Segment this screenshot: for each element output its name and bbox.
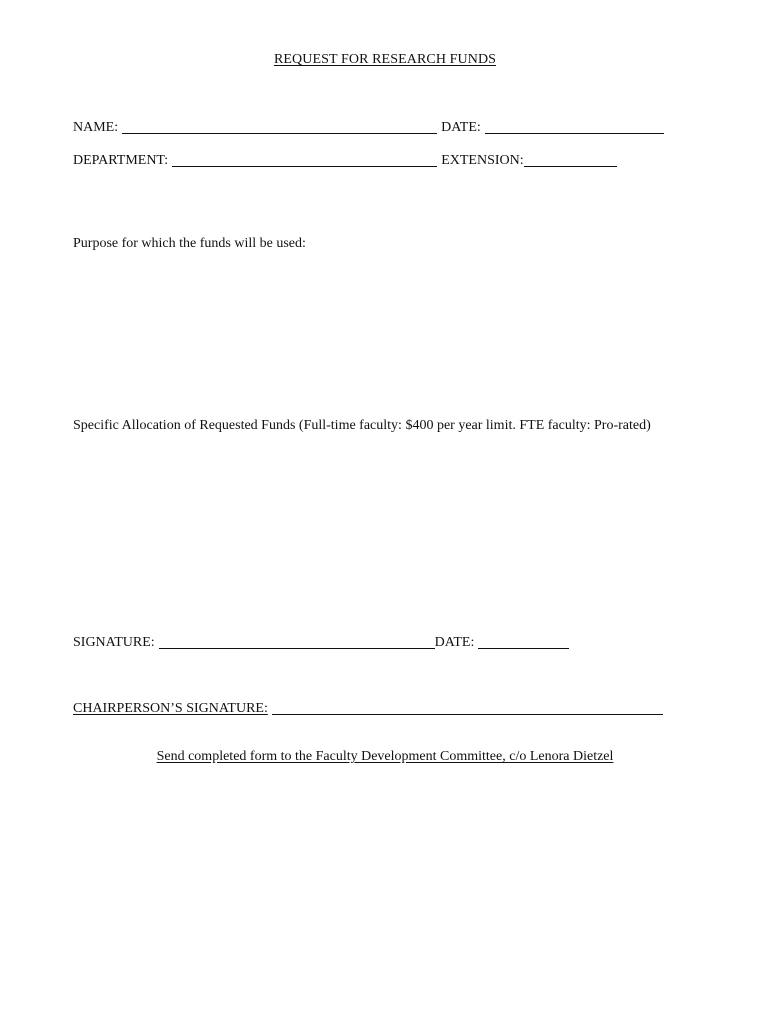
signature-date-field[interactable] — [478, 648, 569, 649]
chair-signature-field[interactable] — [272, 714, 663, 715]
allocation-area[interactable] — [73, 440, 673, 620]
extension-field[interactable] — [524, 166, 617, 167]
signature-label: SIGNATURE: — [73, 635, 155, 650]
department-field[interactable] — [172, 166, 437, 167]
date-label: DATE: — [441, 120, 481, 135]
name-date-row — [73, 118, 664, 136]
signature-date-label: DATE: — [434, 635, 475, 650]
department-label: DEPARTMENT: — [73, 153, 169, 168]
chair-signature-row — [73, 699, 663, 717]
allocation-label: Specific Allocation of Requested Funds (Full-time faculty: $400 per year limit. FTE faculty: Pro-rated) — [73, 418, 651, 433]
signature-field[interactable] — [159, 648, 435, 649]
purpose-label: Purpose for which the funds will be used: — [73, 236, 306, 251]
signature-date-row — [73, 633, 569, 651]
department-extension-row — [73, 151, 617, 169]
purpose-area[interactable] — [73, 256, 673, 406]
form-title: REQUEST FOR RESEARCH FUNDS — [273, 52, 497, 67]
name-field[interactable] — [122, 133, 437, 134]
name-label: NAME: — [73, 120, 119, 135]
chair-signature-label: CHAIRPERSON’S SIGNATURE: — [73, 701, 268, 716]
footer-note: Send completed form to the Faculty Development Committee, c/o Lenora Dietzel — [156, 749, 614, 764]
extension-label: EXTENSION: — [441, 153, 524, 168]
date-field[interactable] — [485, 133, 664, 134]
